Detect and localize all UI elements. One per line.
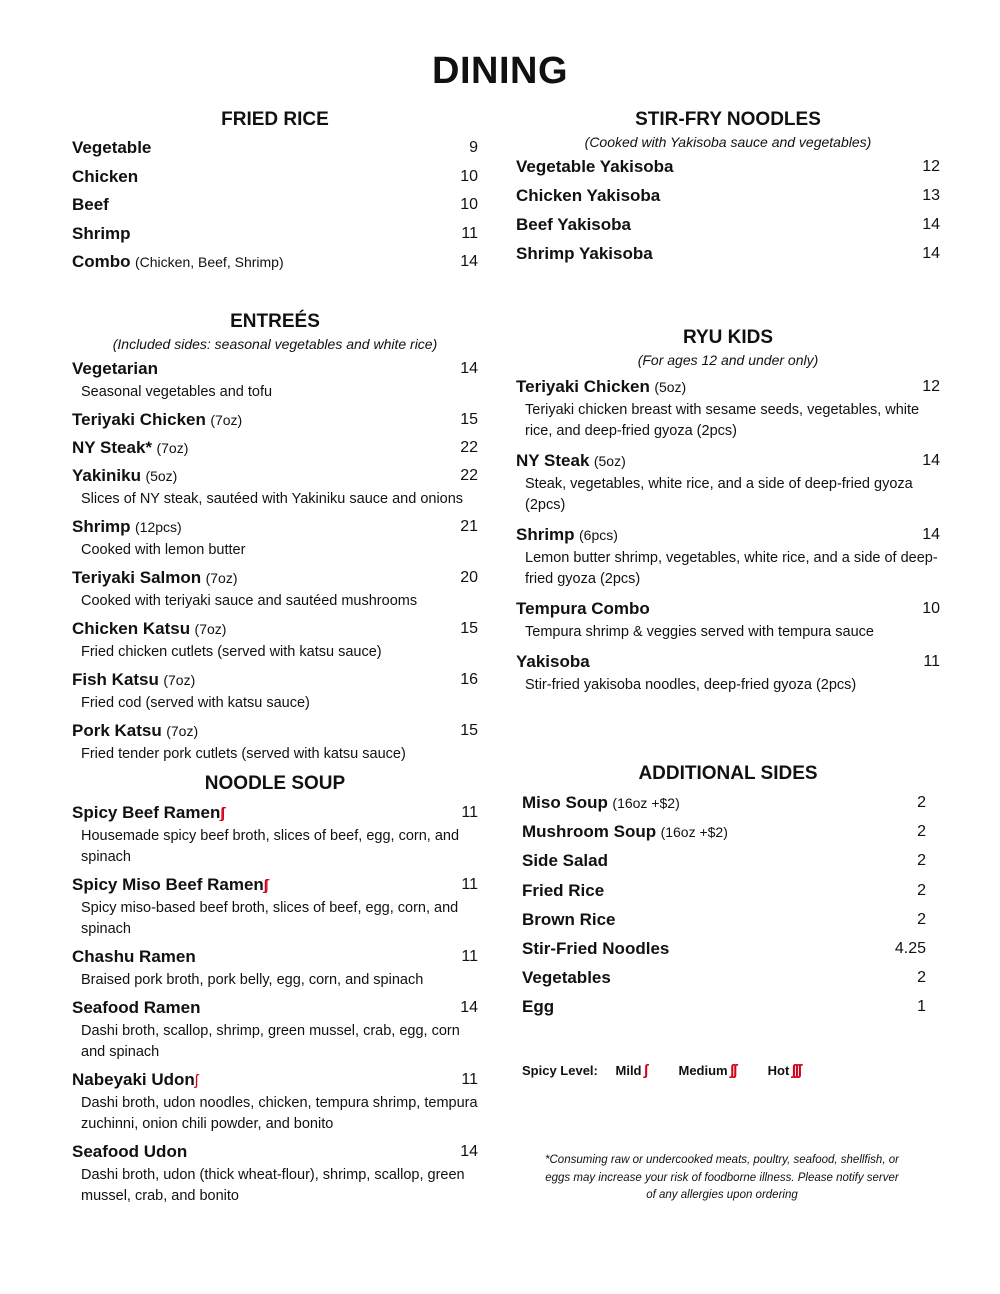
menu-item-size: (7oz)	[166, 723, 199, 739]
menu-item	[522, 967, 926, 996]
page-title: DINING	[432, 50, 568, 92]
menu-item-description: Fried tender pork cutlets (served with katsu sauce)	[81, 746, 406, 762]
menu-item-name: Shrimp Yakisoba	[516, 244, 653, 263]
menu-item-row	[72, 409, 478, 431]
spicy-levels	[616, 1063, 833, 1078]
menu-item	[72, 516, 478, 561]
menu-item	[72, 874, 478, 940]
stir-fry-section	[516, 108, 940, 272]
menu-item-price: 11	[461, 224, 478, 242]
menu-item-row	[72, 223, 478, 245]
menu-item	[516, 598, 940, 643]
item-list	[72, 358, 478, 765]
menu-item-price: 2	[917, 910, 926, 928]
menu-item-price: 11	[461, 1071, 478, 1088]
menu-item-price: 12	[922, 378, 940, 395]
menu-item-name: Vegetables	[522, 968, 611, 988]
menu-item-description: Seasonal vegetables and tofu	[81, 384, 273, 400]
menu-item-name: Chashu Ramen	[72, 947, 196, 966]
menu-item	[516, 243, 940, 272]
menu-item-size: (7oz)	[163, 672, 196, 688]
menu-item-price: 14	[460, 253, 478, 270]
menu-item	[72, 166, 478, 195]
menu-item-size: (16oz +$2)	[660, 824, 728, 841]
menu-item	[516, 651, 940, 696]
menu-item-name: Teriyaki Salmon	[72, 568, 202, 587]
chili-pepper-icon: ʃʃ	[263, 877, 267, 894]
menu-item-price: 14	[922, 216, 940, 233]
menu-item-name: Teriyaki Chicken	[72, 410, 206, 429]
menu-item-name: Chicken Katsu	[72, 619, 191, 638]
menu-item-price: 1	[917, 998, 926, 1016]
spicy-legend-label: Spicy Level:	[522, 1063, 598, 1078]
menu-item-name: NY Steak	[516, 451, 590, 470]
section-title: ENTREÉS	[230, 311, 320, 332]
menu-item-row	[72, 137, 478, 159]
menu-item-name: Egg	[522, 997, 555, 1017]
menu-item-size: (5oz)	[654, 379, 687, 395]
menu-item-name: Spicy Miso Beef Ramen	[72, 875, 264, 894]
section-note: (Cooked with Yakisoba sauce and vegetables)	[584, 134, 872, 150]
menu-item-description: Tempura shrimp & veggies served with tempura sauce	[525, 624, 874, 640]
section-title: FRIED RICE	[221, 109, 329, 130]
menu-item-price: 2	[917, 794, 926, 811]
menu-item-size: (5oz)	[593, 453, 626, 469]
section-title: STIR-FRY NOODLES	[635, 109, 821, 130]
menu-item-row	[72, 251, 478, 273]
menu-item-price: 14	[460, 999, 478, 1016]
menu-item-row	[72, 567, 478, 589]
noodle-soup-section	[72, 772, 478, 1207]
chili-pepper-icon: ʃʃ	[220, 805, 224, 822]
menu-item-price: 20	[460, 569, 478, 586]
kids-section	[516, 326, 940, 696]
menu-item-size: (7oz)	[156, 440, 189, 456]
menu-item-price: 2	[917, 969, 926, 987]
menu-item-name: Seafood Udon	[72, 1142, 188, 1161]
menu-item	[522, 880, 926, 909]
menu-item-price: 16	[460, 671, 478, 688]
menu-item-row	[72, 669, 478, 691]
spicy-level-medium	[679, 1063, 752, 1078]
section-note: (Included sides: seasonal vegetables and white rice)	[112, 336, 438, 352]
fried-rice-section	[72, 108, 478, 280]
menu-item-row	[72, 516, 478, 538]
menu-item-name: Chicken	[72, 166, 139, 186]
menu-item-name: Beef	[72, 195, 109, 214]
menu-item-row	[72, 465, 478, 487]
item-list	[516, 376, 940, 696]
menu-item-price: 21	[460, 518, 478, 535]
menu-item-description: Housemade spicy beef broth, slices of beef, egg, corn, and spinach	[81, 828, 460, 865]
sides-section	[516, 762, 940, 1026]
menu-item-price: 14	[460, 360, 478, 377]
menu-item-description: Lemon butter shrimp, vegetables, white rice, and a side of deep-fried gyoza (2pcs)	[525, 550, 938, 587]
menu-item-row	[522, 996, 926, 1018]
menu-item-price: 15	[460, 722, 478, 739]
menu-item-row	[516, 185, 940, 207]
menu-item-price: 10	[922, 600, 940, 617]
menu-item	[72, 720, 478, 765]
menu-item-name: Spicy Beef Ramen	[72, 803, 221, 822]
menu-item-row	[72, 194, 478, 216]
menu-item-name: Yakiniku	[72, 466, 141, 485]
menu-item	[522, 792, 926, 821]
section-title: ADDITIONAL SIDES	[638, 763, 818, 784]
menu-item-name: Fish Katsu	[72, 670, 159, 689]
menu-item	[522, 821, 926, 850]
menu-item-description: Steak, vegetables, white rice, and a side of deep-fried gyoza (2pcs)	[525, 476, 913, 513]
menu-item-price: 14	[460, 1143, 478, 1160]
menu-item-price: 10	[460, 167, 478, 185]
menu-item	[72, 946, 478, 991]
item-list	[516, 156, 940, 272]
menu-item-description: Fried cod (served with katsu sauce)	[81, 695, 310, 711]
menu-item-price: 14	[922, 526, 940, 543]
menu-item	[72, 997, 478, 1063]
spicy-level-label: Mild	[615, 1063, 642, 1078]
menu-item-row	[522, 938, 926, 960]
menu-item-row	[72, 997, 478, 1019]
menu-item-description: Cooked with teriyaki sauce and sautéed mushrooms	[81, 593, 418, 609]
menu-item-description: Dashi broth, scallop, shrimp, green mussel, crab, egg, corn and spinach	[81, 1023, 460, 1060]
menu-item-row	[522, 850, 926, 872]
menu-item-row	[522, 821, 926, 843]
menu-item-name: Vegetable	[72, 138, 152, 157]
menu-item-row	[516, 214, 940, 236]
chili-pepper-icon: ʃʃʃ	[791, 1062, 801, 1079]
menu-item-name: Brown Rice	[522, 909, 616, 929]
menu-item-price: 10	[460, 196, 478, 213]
spicy-level-label: Medium	[678, 1063, 728, 1078]
menu-item-name: Vegetable Yakisoba	[516, 157, 674, 176]
menu-item-row	[516, 651, 940, 673]
menu-item-row	[72, 1141, 478, 1163]
menu-item-price: 4.25	[894, 939, 926, 957]
menu-item-name: Teriyaki Chicken	[516, 377, 650, 396]
menu-item	[522, 938, 926, 967]
menu-item-price: 11	[923, 653, 940, 670]
menu-item-price: 14	[922, 452, 940, 469]
menu-item-row	[516, 598, 940, 620]
menu-item-size: (16oz +$2)	[612, 795, 680, 811]
menu-item-name: Beef Yakisoba	[516, 215, 631, 234]
menu-item-description: Dashi broth, udon noodles, chicken, tempura shrimp, tempura zuchinni, onion chili powder, and bonito	[81, 1095, 478, 1132]
menu-item-row	[522, 909, 926, 931]
menu-item-size: (5oz)	[145, 468, 178, 484]
menu-item-description: Teriyaki chicken breast with sesame seeds, vegetables, white rice, and deep-fried gyoza (2pcs)	[525, 402, 920, 439]
menu-item-name: Mushroom Soup	[522, 822, 657, 842]
spicy-legend	[522, 1062, 848, 1079]
menu-item-name: Yakisoba	[516, 652, 590, 671]
menu-item-description: Slices of NY steak, sautéed with Yakiniku sauce and onions	[81, 491, 464, 507]
menu-item-name: Shrimp	[72, 517, 131, 536]
spicy-level-hot	[768, 1063, 817, 1078]
menu-item-row	[522, 967, 926, 989]
menu-item	[516, 156, 940, 185]
menu-item	[72, 1069, 478, 1135]
menu-item-price: 12	[922, 158, 940, 175]
menu-item-row	[516, 450, 940, 472]
menu-item	[516, 214, 940, 243]
menu-item-row	[72, 946, 478, 968]
menu-item-size: (7oz)	[210, 412, 243, 428]
item-list	[516, 792, 926, 1026]
menu-item-name: Shrimp	[72, 223, 131, 243]
menu-item-name: Side Salad	[522, 851, 608, 871]
spicy-level-label: Hot	[767, 1063, 790, 1078]
menu-item-price: 11	[461, 876, 478, 893]
menu-item-size: (7oz)	[205, 570, 238, 586]
menu-item-row	[516, 376, 940, 398]
menu-item-name: Tempura Combo	[516, 599, 650, 618]
menu-item-price: 13	[922, 187, 940, 204]
menu-item	[72, 137, 478, 166]
allergy-disclaimer: *Consuming raw or undercooked meats, poultry, seafood, shellfish, or eggs may increase your risk of foodborne illness. Please notify server of any allergies upon ordering	[545, 1154, 899, 1201]
menu-item-name: Fried Rice	[522, 880, 605, 900]
menu-item	[516, 376, 940, 442]
chili-pepper-icon: ʃ	[643, 1062, 647, 1079]
menu-item-row	[72, 166, 478, 188]
menu-item-name: Stir-Fried Noodles	[522, 938, 670, 958]
menu-item-price: 22	[460, 439, 478, 456]
menu-item-price: 22	[460, 467, 478, 484]
menu-item-size: (7oz)	[194, 621, 227, 637]
menu-item-name: Pork Katsu	[72, 721, 162, 740]
menu-item-row	[522, 792, 926, 814]
menu-item-row	[72, 358, 478, 380]
menu-item	[72, 251, 478, 280]
menu-item-name: Chicken Yakisoba	[516, 186, 661, 205]
menu-item-size: (6pcs)	[579, 527, 618, 543]
menu-item	[72, 669, 478, 714]
menu-item-row	[516, 524, 940, 546]
menu-item-size: (Chicken, Beef, Shrimp)	[135, 254, 284, 270]
menu-item	[72, 358, 478, 403]
menu-item	[72, 618, 478, 663]
menu-item	[522, 996, 926, 1025]
menu-item-description: Fried chicken cutlets (served with katsu sauce)	[81, 644, 382, 660]
menu-item	[72, 409, 478, 431]
menu-item-name: Shrimp	[516, 525, 575, 544]
spicy-level-mild	[616, 1063, 663, 1078]
item-list	[72, 137, 478, 280]
menu-item-row	[72, 1069, 478, 1091]
menu-item-description: Braised pork broth, pork belly, egg, corn, and spinach	[81, 972, 424, 988]
menu-item-name: Miso Soup	[522, 793, 608, 812]
menu-item-name: Combo	[72, 252, 131, 271]
menu-item	[72, 437, 478, 459]
menu-item-row	[72, 618, 478, 640]
menu-item	[72, 802, 478, 868]
menu-item-price: 2	[917, 881, 926, 899]
menu-item-row	[72, 802, 478, 824]
menu-item-description: Stir-fried yakisoba noodles, deep-fried gyoza (2pcs)	[525, 677, 857, 693]
menu-item-name: Seafood Ramen	[72, 998, 201, 1017]
item-list	[72, 802, 478, 1207]
section-title: NOODLE SOUP	[204, 773, 346, 794]
chili-pepper-icon: ʃʃ	[729, 1062, 736, 1079]
menu-item-price: 2	[917, 852, 926, 870]
menu-item-price: 2	[917, 823, 926, 841]
entrees-section	[72, 310, 478, 765]
menu-item	[516, 450, 940, 516]
menu-item	[516, 185, 940, 214]
section-title: RYU KIDS	[682, 327, 774, 348]
menu-item-price: 11	[461, 804, 478, 821]
menu-item	[72, 223, 478, 252]
menu-item-price: 14	[922, 245, 940, 262]
menu-item-name: NY Steak*	[72, 438, 153, 457]
menu-item-description: Spicy miso-based beef broth, slices of beef, egg, corn, and spinach	[81, 900, 459, 937]
menu-item	[72, 465, 478, 510]
menu-item-row	[522, 880, 926, 902]
menu-item-size: (12pcs)	[135, 519, 182, 535]
menu-item-row	[516, 243, 940, 265]
menu-item-description: Cooked with lemon butter	[81, 542, 246, 558]
menu-item	[522, 850, 926, 879]
menu-item-name: Vegetarian	[72, 359, 158, 378]
menu-item-price: 9	[469, 139, 478, 156]
menu-item-row	[516, 156, 940, 178]
menu-item	[72, 1141, 478, 1207]
menu-item-name: Nabeyaki Udon	[72, 1070, 195, 1089]
menu-item-row	[72, 874, 478, 896]
menu-item-row	[72, 437, 478, 459]
menu-item	[516, 524, 940, 590]
menu-item-price: 11	[461, 948, 478, 965]
menu-item	[72, 567, 478, 612]
menu-item-row	[72, 720, 478, 742]
chili-pepper-icon: ʃ	[194, 1072, 197, 1089]
section-note: (For ages 12 and under only)	[637, 352, 819, 368]
menu-item-price: 15	[460, 620, 478, 637]
menu-item	[522, 909, 926, 938]
menu-item-price: 15	[460, 411, 478, 428]
menu-item	[72, 194, 478, 223]
menu-item-description: Dashi broth, udon (thick wheat-flour), shrimp, scallop, green mussel, crab, and bonito	[81, 1167, 465, 1204]
